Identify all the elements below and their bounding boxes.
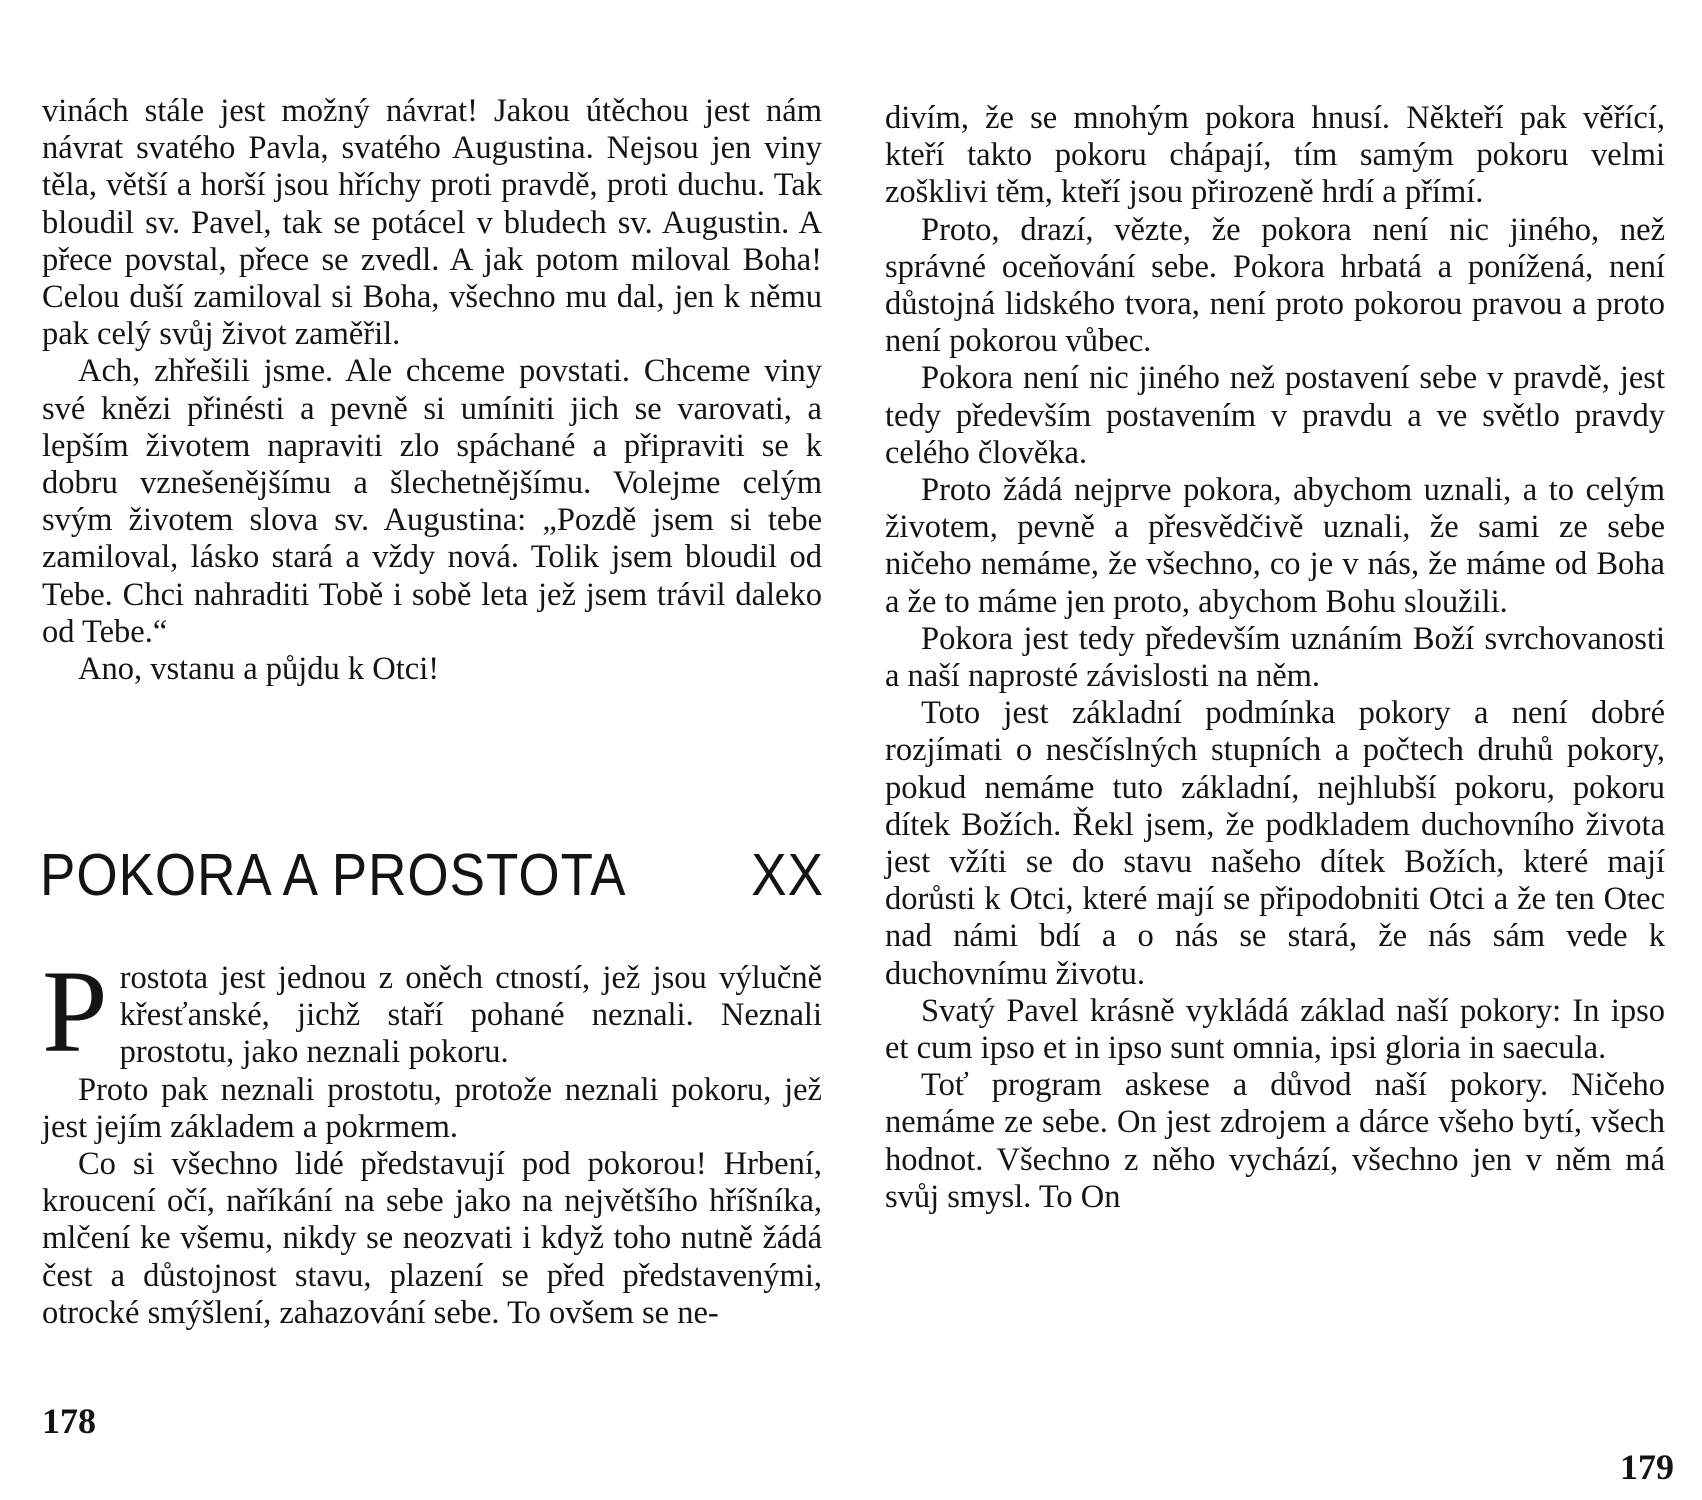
paragraph: Svatý Pavel krásně vykládá základ naší pokory: In ipso et cum ipso et in ipso sunt omnia, ipsi gloria in saecula. [885, 992, 1665, 1067]
paragraph: Co si všechno lidé představují pod pokorou! Hrbení, kroucení očí, naříkání na sebe jako na největšího hříšníka, mlčení ke všemu, nikdy se neozvati i když toho nutně žádá čest a důstojnost stavu, plazení se před představenými, otrocké smýšlení, zahazování sebe. To ovšem se ne- [42, 1146, 822, 1331]
page-number-right: 179 [1620, 1447, 1674, 1487]
paragraph: Toto jest základní podmínka pokory a není dobré rozjímati o nesčíslných stupních a počtech druhů pokory, pokud nemáme tuto základní, nejhlubší pokoru, pokoru dítek Božích. Řekl jsem, že podkladem duchovního života jest vžíti se do stavu našeho dítek Božích, které mají dorůsti k Otci, které mají se připodobniti Otci a že ten Otec nad námi bdí a o nás se stará, že nás sám vede k duchovnímu životu. [885, 695, 1665, 992]
paragraph: Ano, vstanu a půjdu k Otci! [78, 651, 440, 688]
left-chapter-text [42, 946, 822, 1332]
right-text [885, 100, 1665, 1216]
chapter-heading [40, 836, 824, 914]
paragraph: rostota jest jednou z oněch ctností, jež jsou výlučně křesťanské, jichž staří pohané neznali. Neznali prostotu, jako neznali pokoru. [119, 960, 822, 1071]
paragraph: divím, že se mnohým pokora hnusí. Někteří pak věřící, kteří takto pokoru chápají, tím samým pokoru velmi zošklivi těm, kteří jsou přirozeně hrdí a přímí. [885, 100, 1665, 211]
paragraph: Proto pak neznali prostotu, protože neznali pokoru, jež jest jejím základem a pokrmem. [42, 1071, 822, 1145]
paragraph: Pokora není nic jiného než postavení sebe v pravdě, jest tedy především postavením v pravdu a ve světlo pravdy celého člověka. [885, 360, 1665, 471]
paragraph: Toť program askese a důvod naší pokory. Ničeho nemáme ze sebe. On jest zdrojem a dárce všeho bytí, všech hodnot. Všechno z něho vychází, všechno jen v něm má svůj smysl. To On [885, 1067, 1665, 1215]
paragraph: Pokora jest tedy především uznáním Boží svrchovanosti a naší naprosté závislosti na něm. [885, 620, 1665, 695]
paragraph: Proto, drazí, vězte, že pokora není nic jiného, než správné oceňování sebe. Pokora hrbatá a ponížená, není důstojná lidského tvora, není proto pokorou pravou a proto není pokorou vůbec. [885, 211, 1665, 360]
chapter-title: POKORA A PROSTOTA [40, 841, 627, 909]
page-number-left: 178 [42, 1401, 96, 1441]
chapter-number: XX [751, 841, 824, 909]
drop-cap: P [42, 946, 108, 1077]
paragraph: Proto žádá nejprve pokora, abychom uznali, a to celým životem, pevně a přesvědčivě uznali, že sami ze sebe ničeho nemáme, že všechno, co je v nás, že máme od Boha a že to máme jen proto, abychom Bohu sloužili. [885, 472, 1665, 620]
left-continuation-text [42, 93, 822, 688]
paragraph: vinách stále jest možný návrat! Jakou útěchou jest nám návrat svatého Pavla, svatého Augustina. Nejsou jen viny těla, větší a horší jsou hříchy proti pravdě, proti duchu. Tak bloudil sv. Pavel, tak se potácel v bludech sv. Augustin. A přece povstal, přece se zvedl. A jak potom miloval Boha! Celou duší zamiloval si Boha, všechno mu dal, jen k němu pak celý svůj život zaměřil. [42, 93, 822, 353]
right-page [851, 0, 1702, 1500]
paragraph: Ach, zhřešili jsme. Ale chceme povstati. Chceme viny své knězi přinésti a pevně si umíniti jich se varovati, a lepším životem napraviti zlo spáchané a připraviti se k dobru vznešenějšímu a šlechetnějšímu. Volejme celým svým životem slova sv. Augustina: „Pozdě jsem si tebe zamiloval, lásko stará a vždy nová. Tolik jsem bloudil od Tebe. Chci nahraditi Tobě i sobě leta jež jsem trávil daleko od Tebe.“ [42, 353, 822, 650]
